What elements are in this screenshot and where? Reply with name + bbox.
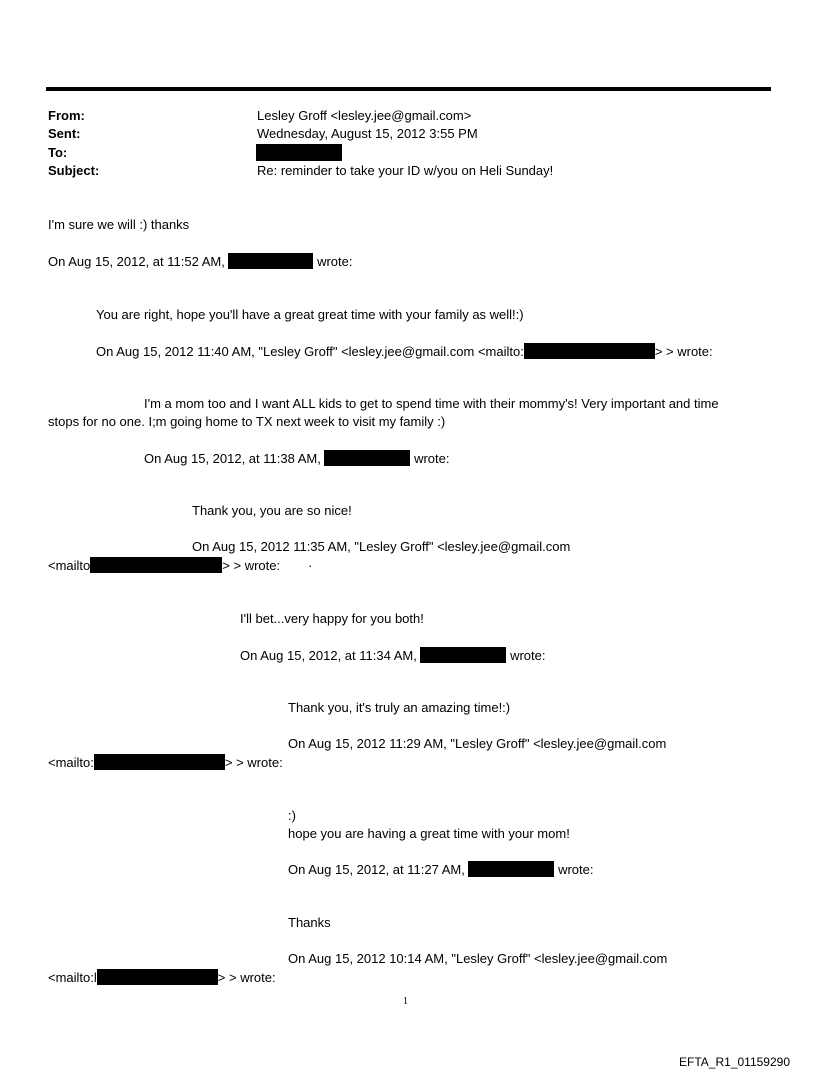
from-value: Lesley Groff <lesley.jee@gmail.com> — [257, 108, 472, 123]
body-line: I'll bet...very happy for you both! — [240, 611, 424, 626]
mailto-text: <mailto: — [48, 755, 94, 770]
redaction — [420, 647, 506, 663]
sent-label: Sent: — [48, 126, 81, 141]
subject-value: Re: reminder to take your ID w/you on Heli Sunday! — [257, 163, 554, 178]
body-line: I'm a mom too and I want ALL kids to get to spend time with their mommy's! Very important and time — [144, 396, 719, 411]
stray-dot: · — [308, 558, 313, 573]
quote-header-text: On Aug 15, 2012, at 11:27 AM, — [288, 862, 465, 877]
quote-header — [288, 861, 594, 878]
redaction — [468, 861, 554, 877]
body-line: hope you are having a great time with your mom! — [288, 826, 570, 841]
quote-header-text: On Aug 15, 2012 11:40 AM, "Lesley Groff" <lesley.jee@gmail.com <mailto: — [96, 344, 524, 359]
body-line: You are right, hope you'll have a great great time with your family as well!:) — [96, 307, 524, 322]
body-line: Thank you, you are so nice! — [192, 503, 352, 518]
body-line: I'm sure we will :) thanks — [48, 217, 190, 232]
body-line: Thank you, it's truly an amazing time!:) — [288, 700, 511, 715]
quote-header-wrote: wrote: — [510, 648, 546, 663]
body-line: stops for no one. I;m going home to TX next week to visit my family :) — [48, 414, 446, 429]
body-line: Thanks — [288, 915, 331, 930]
page-number: 1 — [403, 996, 408, 1007]
quote-header — [144, 450, 450, 467]
redaction — [94, 754, 225, 770]
quote-header-wrote: > > wrote: — [222, 558, 281, 573]
quote-header: On Aug 15, 2012 10:14 AM, "Lesley Groff" <lesley.jee@gmail.com — [288, 951, 668, 966]
redaction — [97, 969, 218, 985]
redaction — [524, 343, 655, 359]
quote-header-wrote: > > wrote: — [654, 344, 713, 359]
redaction — [90, 557, 222, 573]
mailto-text: <mailto — [48, 558, 91, 573]
to-redaction — [256, 144, 342, 161]
quote-header: On Aug 15, 2012 11:35 AM, "Lesley Groff" <lesley.jee@gmail.com — [192, 539, 571, 554]
subject-label: Subject: — [48, 163, 100, 178]
bates-number: EFTA_R1_01159290 — [679, 1055, 790, 1069]
quote-header-cont — [48, 557, 312, 574]
from-label: From: — [48, 108, 85, 123]
quote-header-wrote: > > wrote: — [217, 970, 276, 985]
sent-value: Wednesday, August 15, 2012 3:55 PM — [257, 126, 478, 141]
redaction — [324, 450, 410, 466]
redaction — [228, 253, 313, 269]
header-rule — [46, 87, 771, 91]
quote-header-wrote: wrote: — [317, 254, 353, 269]
quote-header-cont — [48, 754, 283, 771]
quote-header — [240, 647, 546, 664]
quote-header-wrote: wrote: — [558, 862, 594, 877]
quote-header: On Aug 15, 2012 11:29 AM, "Lesley Groff" <lesley.jee@gmail.com — [288, 736, 667, 751]
body-line: :) — [288, 808, 296, 823]
mailto-text: <mailto:l — [48, 970, 97, 985]
quote-header — [48, 253, 353, 270]
quote-header-text: On Aug 15, 2012, at 11:34 AM, — [240, 648, 417, 663]
quote-header-text: On Aug 15, 2012, at 11:52 AM, — [48, 254, 225, 269]
quote-header-text: On Aug 15, 2012, at 11:38 AM, — [144, 451, 321, 466]
quote-header — [96, 343, 713, 360]
quote-header-wrote: > > wrote: — [224, 755, 283, 770]
quote-header-wrote: wrote: — [414, 451, 450, 466]
to-label: To: — [48, 145, 68, 160]
quote-header-cont — [48, 969, 276, 986]
